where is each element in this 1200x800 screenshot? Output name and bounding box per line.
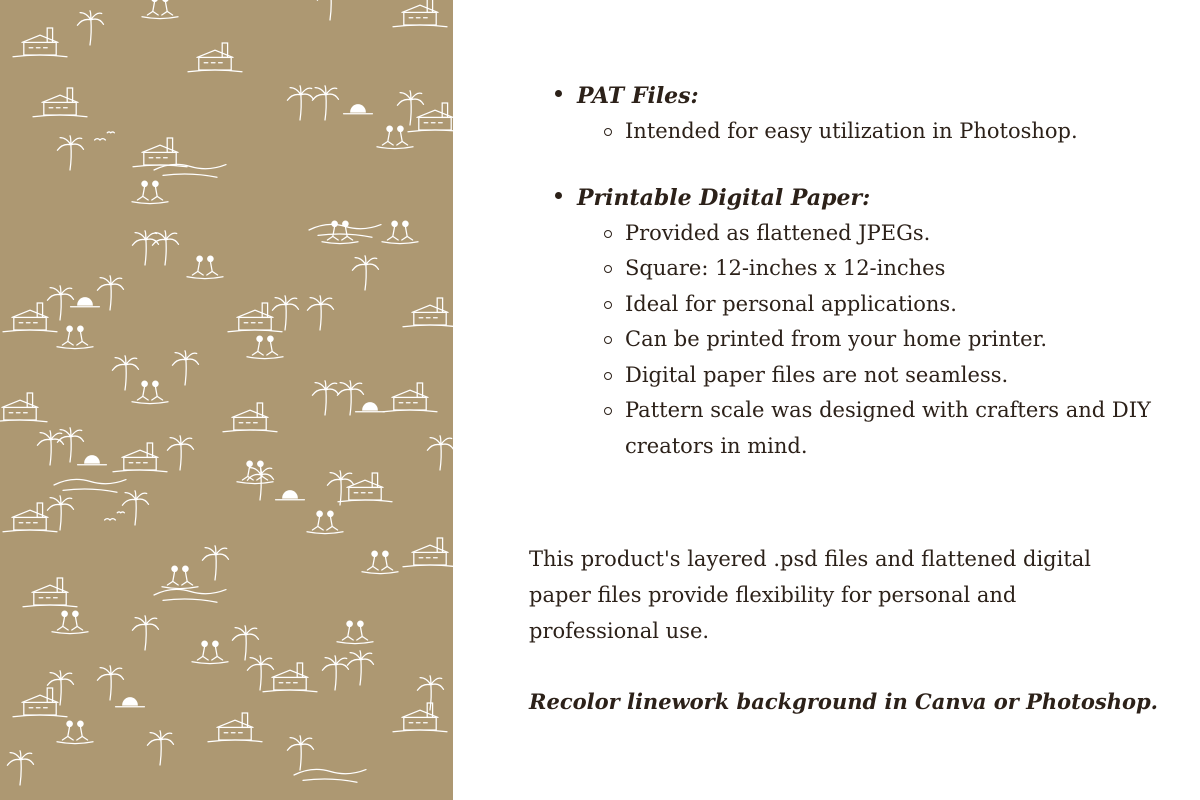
description-panel (453, 0, 1200, 800)
feature-heading: PAT Files: (577, 83, 699, 109)
feature-digital-paper (553, 180, 1173, 465)
feature-detail: Ideal for personal applications. (601, 287, 1173, 323)
feature-details (577, 216, 1173, 465)
pattern-linework (0, 0, 453, 800)
feature-detail: Digital paper files are not seamless. (601, 358, 1173, 394)
feature-details (577, 114, 1173, 150)
product-description: This product's layered .psd files and flattened digital paper files provide flexibility for personal and professional use. (529, 547, 1092, 643)
feature-detail: Pattern scale was designed with crafters and DIY creators in mind. (601, 393, 1173, 464)
feature-detail: Square: 12-inches x 12-inches (601, 251, 1173, 287)
recolor-note: Recolor linework background in Canva or Photoshop. (529, 689, 1158, 714)
feature-detail: Intended for easy utilization in Photoshop. (601, 114, 1173, 150)
feature-pat-files (553, 78, 1173, 150)
feature-list (553, 78, 1173, 494)
feature-detail: Can be printed from your home printer. (601, 322, 1173, 358)
feature-detail: Provided as flattened JPEGs. (601, 216, 1173, 252)
pattern-preview (0, 0, 453, 800)
feature-heading: Printable Digital Paper: (577, 184, 871, 211)
